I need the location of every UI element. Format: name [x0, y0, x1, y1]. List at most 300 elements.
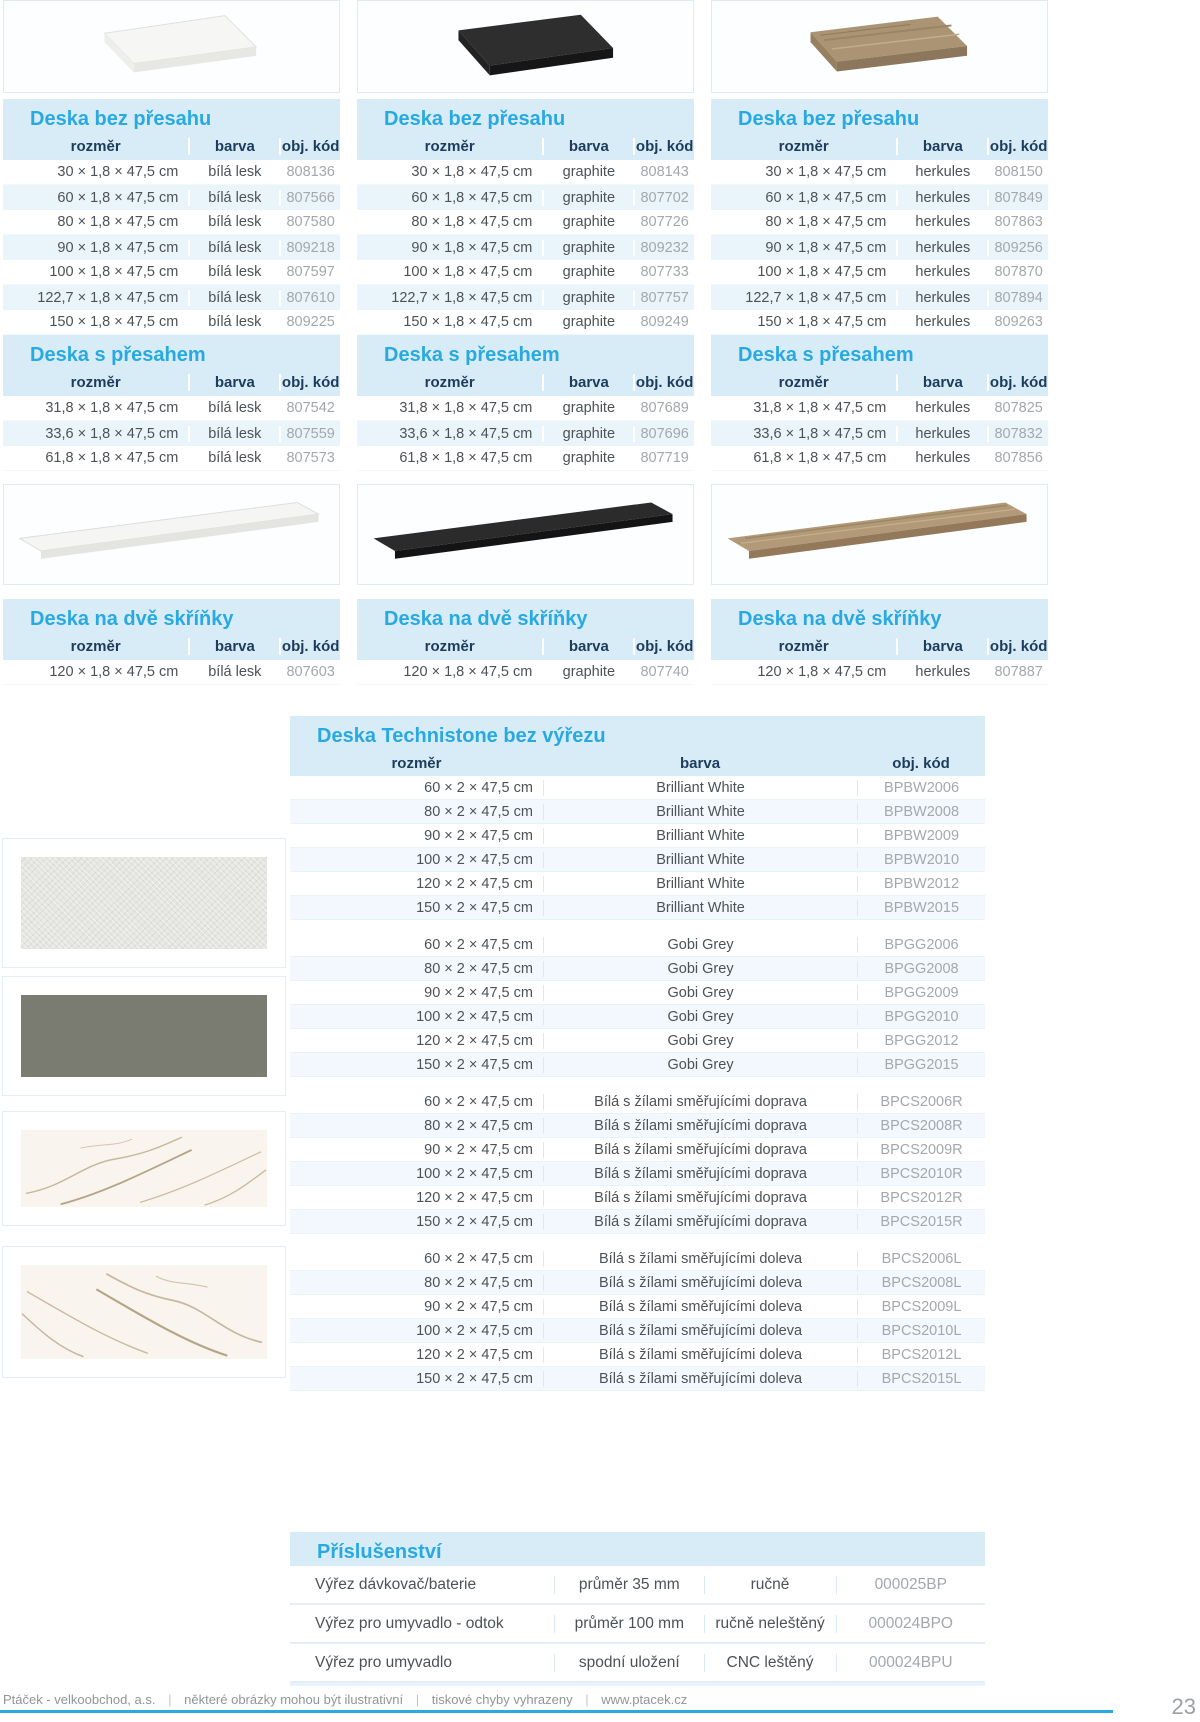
header-rozmer: rozměr — [778, 138, 829, 155]
color-cell: Bílá s žílami směřujícími doleva — [543, 1299, 857, 1315]
wood-long-board-graphic — [712, 485, 1047, 584]
header-barva: barva — [896, 374, 987, 391]
header-barva: barva — [188, 138, 279, 155]
color-cell: Gobi Grey — [543, 1009, 857, 1025]
dimension-cell: 100 × 2 × 47,5 cm — [416, 851, 533, 868]
table-row — [290, 1367, 985, 1391]
marble-veins-left-texture — [21, 1265, 267, 1359]
header-objkod: obj. kód — [633, 138, 694, 155]
code-cell: 807542 — [279, 400, 340, 416]
table-row — [357, 310, 694, 335]
code-cell: BPCS2009R — [857, 1142, 985, 1158]
table-header — [357, 633, 694, 660]
color-cell: Gobi Grey — [543, 985, 857, 1001]
color-cell: herkules — [896, 426, 987, 442]
table-header — [711, 633, 1048, 660]
header-objkod: obj. kód — [987, 374, 1048, 391]
dimension-cell: 150 × 2 × 47,5 cm — [416, 1056, 533, 1073]
color-cell: Brilliant White — [543, 804, 857, 820]
header-rozmer: rozměr — [70, 374, 121, 391]
code-cell: 809249 — [633, 314, 694, 330]
code-cell: 807573 — [279, 450, 340, 466]
color-cell: Brilliant White — [543, 828, 857, 844]
color-cell: Brilliant White — [543, 900, 857, 916]
color-cell: graphite — [542, 314, 633, 330]
page-number: 23 — [1171, 1694, 1196, 1719]
dimension-cell: 61,8 × 1,8 × 47,5 cm — [45, 450, 179, 466]
table-row — [290, 1138, 985, 1162]
item-cell: Výřez dávkovač/baterie — [315, 1575, 477, 1593]
white-board-graphic — [4, 1, 339, 92]
method-cell: ručně neleštěný — [704, 1615, 836, 1633]
section-title: Deska s přesahem — [357, 335, 694, 369]
code-cell: BPGG2008 — [857, 961, 985, 977]
dimension-cell: 60 × 2 × 47,5 cm — [424, 779, 533, 796]
header-rozmer: rozměr — [424, 138, 475, 155]
table-body — [711, 396, 1048, 471]
table-row — [711, 396, 1048, 421]
code-cell: 807894 — [987, 290, 1048, 306]
header-rozmer: rozměr — [424, 374, 475, 391]
group-gobi-grey — [290, 933, 985, 1077]
table-row — [290, 800, 985, 824]
size-cell: spodní uložení — [554, 1654, 703, 1672]
table-body — [357, 396, 694, 471]
code-cell: 809232 — [633, 240, 694, 256]
color-cell: graphite — [542, 400, 633, 416]
footer-separator: | — [415, 1692, 420, 1707]
product-photo-graphite-board — [357, 0, 694, 93]
dimension-cell: 150 × 1,8 × 47,5 cm — [49, 314, 179, 330]
color-cell: bílá lesk — [188, 290, 279, 306]
code-cell: 807733 — [633, 264, 694, 280]
color-cell: herkules — [896, 190, 987, 206]
code-cell: 807832 — [987, 426, 1048, 442]
color-cell: Bílá s žílami směřujícími doleva — [543, 1275, 857, 1291]
code-cell: BPCS2015L — [857, 1371, 985, 1387]
color-cell: Bílá s žílami směřujícími doprava — [543, 1214, 857, 1230]
color-cell: bílá lesk — [188, 164, 279, 180]
table-row — [3, 260, 340, 285]
swatch-box-marble-left — [2, 1246, 286, 1378]
table-header — [3, 369, 340, 396]
table-row — [711, 310, 1048, 335]
table-header — [3, 133, 340, 160]
code-cell: 000024BPU — [836, 1654, 985, 1672]
item-cell: Výřez pro umyvadlo — [315, 1653, 452, 1671]
code-cell: 807696 — [633, 426, 694, 442]
section-title: Deska bez přesahu — [357, 99, 694, 133]
group-veins-right — [290, 1090, 985, 1234]
color-cell: bílá lesk — [188, 264, 279, 280]
code-cell: BPBW2015 — [857, 900, 985, 916]
code-cell: BPGG2012 — [857, 1033, 985, 1049]
section-accessories — [290, 1532, 985, 1686]
dimension-cell: 30 × 1,8 × 47,5 cm — [765, 164, 887, 180]
code-cell: 807559 — [279, 426, 340, 442]
color-cell: bílá lesk — [188, 400, 279, 416]
table-row — [3, 310, 340, 335]
table-body — [3, 396, 340, 471]
code-cell: 807597 — [279, 264, 340, 280]
dimension-cell: 150 × 1,8 × 47,5 cm — [757, 314, 887, 330]
color-cell: herkules — [896, 240, 987, 256]
color-cell: Gobi Grey — [543, 1033, 857, 1049]
code-cell: 807603 — [279, 664, 340, 680]
dimension-cell: 90 × 1,8 × 47,5 cm — [765, 239, 887, 256]
code-cell: 809218 — [279, 240, 340, 256]
dimension-cell: 90 × 2 × 47,5 cm — [424, 827, 533, 844]
color-cell: graphite — [542, 450, 633, 466]
table-row — [3, 421, 340, 446]
dimension-cell: 150 × 1,8 × 47,5 cm — [403, 314, 533, 330]
header-objkod: obj. kód — [279, 138, 340, 155]
header-objkod: obj. kód — [892, 754, 950, 772]
table-row — [711, 210, 1048, 235]
table-body — [357, 160, 694, 335]
color-cell: bílá lesk — [188, 214, 279, 230]
dimension-cell: 60 × 1,8 × 47,5 cm — [765, 189, 887, 206]
dimension-cell: 31,8 × 1,8 × 47,5 cm — [753, 400, 887, 416]
header-rozmer: rozměr — [778, 638, 829, 655]
code-cell: BPCS2012R — [857, 1190, 985, 1206]
section-bez-presahu — [3, 99, 340, 335]
dimension-cell: 122,7 × 1,8 × 47,5 cm — [391, 289, 533, 306]
table-row — [290, 1343, 985, 1367]
method-cell: CNC leštěný — [704, 1654, 836, 1672]
code-cell: 808136 — [279, 164, 340, 180]
dimension-cell: 30 × 1,8 × 47,5 cm — [57, 164, 179, 180]
section-title: Deska na dvě skříňky — [357, 599, 694, 633]
code-cell: BPCS2015R — [857, 1214, 985, 1230]
section-title: Deska bez přesahu — [711, 99, 1048, 133]
color-cell: graphite — [542, 164, 633, 180]
swatch-box-gobi-grey — [2, 976, 286, 1096]
dimension-cell: 150 × 2 × 47,5 cm — [416, 1213, 533, 1230]
dimension-cell: 122,7 × 1,8 × 47,5 cm — [745, 289, 887, 306]
graphite-board-graphic — [358, 1, 693, 92]
color-cell: graphite — [542, 240, 633, 256]
section-title: Deska na dvě skříňky — [3, 599, 340, 633]
section-s-presahem — [3, 335, 340, 471]
item-cell: Výřez pro umyvadlo - odtok — [315, 1614, 504, 1632]
code-cell: 807870 — [987, 264, 1048, 280]
footer-company: Ptáček - velkoobchod, a.s. — [3, 1692, 156, 1707]
table-row — [357, 446, 694, 471]
color-cell: bílá lesk — [188, 450, 279, 466]
header-rozmer: rozměr — [778, 374, 829, 391]
table-row — [357, 185, 694, 210]
footer-divider-rule — [0, 1710, 1113, 1713]
white-long-board-graphic — [4, 485, 339, 584]
dimension-cell: 120 × 1,8 × 47,5 cm — [49, 664, 179, 680]
code-cell: 807856 — [987, 450, 1048, 466]
dimension-cell: 100 × 2 × 47,5 cm — [416, 1008, 533, 1025]
header-rozmer: rozměr — [70, 638, 121, 655]
dimension-cell: 150 × 2 × 47,5 cm — [416, 1370, 533, 1387]
dimension-cell: 60 × 2 × 47,5 cm — [424, 1250, 533, 1267]
dimension-cell: 122,7 × 1,8 × 47,5 cm — [37, 289, 179, 306]
section-title: Příslušenství — [290, 1532, 985, 1566]
code-cell: 807726 — [633, 214, 694, 230]
color-cell: Brilliant White — [543, 852, 857, 868]
code-cell: BPCS2008L — [857, 1275, 985, 1291]
code-cell: 807887 — [987, 664, 1048, 680]
code-cell: 808143 — [633, 164, 694, 180]
product-column-graphite — [357, 0, 694, 685]
code-cell: 807740 — [633, 664, 694, 680]
code-cell: 807719 — [633, 450, 694, 466]
code-cell: 807610 — [279, 290, 340, 306]
table-row — [3, 660, 340, 685]
table-row — [357, 660, 694, 685]
table-row — [290, 824, 985, 848]
wood-board-graphic — [712, 1, 1047, 92]
table-row — [290, 776, 985, 800]
table-row — [357, 421, 694, 446]
dimension-cell: 120 × 1,8 × 47,5 cm — [757, 664, 887, 680]
color-cell: herkules — [896, 290, 987, 306]
table-header — [3, 633, 340, 660]
section-bez-presahu — [357, 99, 694, 335]
code-cell: 807825 — [987, 400, 1048, 416]
color-cell: Brilliant White — [543, 780, 857, 796]
product-column-bila-lesk — [3, 0, 340, 685]
footer-separator: | — [168, 1692, 172, 1707]
marble-veins-right-texture — [21, 1130, 267, 1207]
dimension-cell: 61,8 × 1,8 × 47,5 cm — [753, 450, 887, 466]
table-row — [290, 1605, 985, 1644]
code-cell: BPCS2012L — [857, 1347, 985, 1363]
section-title: Deska na dvě skříňky — [711, 599, 1048, 633]
code-cell: 807689 — [633, 400, 694, 416]
table-row — [290, 957, 985, 981]
dimension-cell: 80 × 1,8 × 47,5 cm — [765, 214, 887, 230]
product-photo-graphite-long-board — [357, 484, 694, 585]
table-row — [711, 446, 1048, 471]
dimension-cell: 33,6 × 1,8 × 47,5 cm — [753, 425, 887, 442]
section-title: Deska s přesahem — [3, 335, 340, 369]
dimension-cell: 100 × 1,8 × 47,5 cm — [49, 264, 179, 280]
table-row — [290, 1090, 985, 1114]
code-cell: BPCS2010R — [857, 1166, 985, 1182]
section-dve-skrinky — [3, 599, 340, 685]
code-cell: 809256 — [987, 240, 1048, 256]
section-dve-skrinky — [357, 599, 694, 685]
dimension-cell: 80 × 2 × 47,5 cm — [424, 803, 533, 820]
table-row — [3, 446, 340, 471]
table-row — [711, 260, 1048, 285]
color-cell: Brilliant White — [543, 876, 857, 892]
code-cell: 807702 — [633, 190, 694, 206]
dimension-cell: 120 × 1,8 × 47,5 cm — [403, 664, 533, 680]
table-row — [290, 1029, 985, 1053]
size-cell: průměr 35 mm — [554, 1576, 703, 1594]
dimension-cell: 80 × 2 × 47,5 cm — [424, 960, 533, 977]
color-cell: Bílá s žílami směřujícími doleva — [543, 1347, 857, 1363]
section-s-presahem — [711, 335, 1048, 471]
table-body — [357, 660, 694, 685]
table-row — [290, 1114, 985, 1138]
color-cell: bílá lesk — [188, 190, 279, 206]
table-row — [290, 1271, 985, 1295]
table-header — [711, 133, 1048, 160]
table-row — [290, 1162, 985, 1186]
color-cell: graphite — [542, 190, 633, 206]
footer-note-errors: tiskové chyby vyhrazeny — [431, 1692, 573, 1707]
code-cell: 809263 — [987, 314, 1048, 330]
code-cell: BPBW2009 — [857, 828, 985, 844]
header-rozmer: rozměr — [70, 138, 121, 155]
header-objkod: obj. kód — [987, 138, 1048, 155]
color-cell: herkules — [896, 214, 987, 230]
header-barva: barva — [542, 374, 633, 391]
top-columns — [3, 0, 1048, 685]
header-barva: barva — [896, 638, 987, 655]
color-cell: graphite — [542, 290, 633, 306]
color-cell: Bílá s žílami směřujícími doleva — [543, 1323, 857, 1339]
product-photo-white-board — [3, 0, 340, 93]
code-cell: BPCS2006L — [857, 1251, 985, 1267]
code-cell: 807849 — [987, 190, 1048, 206]
product-photo-white-long-board — [3, 484, 340, 585]
table-row — [3, 285, 340, 310]
table-row — [711, 185, 1048, 210]
code-cell: 809225 — [279, 314, 340, 330]
color-cell: Bílá s žílami směřujícími doleva — [543, 1371, 857, 1387]
table-row — [290, 848, 985, 872]
gobi-grey-texture — [21, 995, 267, 1077]
table-row — [3, 185, 340, 210]
table-row — [711, 660, 1048, 685]
code-cell: 807757 — [633, 290, 694, 306]
product-photo-herkules-board — [711, 0, 1048, 93]
header-rozmer: rozměr — [424, 638, 475, 655]
code-cell: BPGG2015 — [857, 1057, 985, 1073]
table-row — [290, 1247, 985, 1271]
section-technistone — [290, 716, 985, 1404]
footer-note-images: některé obrázky mohou být ilustrativní — [184, 1692, 404, 1707]
section-title: Deska bez přesahu — [3, 99, 340, 133]
table-row — [290, 872, 985, 896]
dimension-cell: 60 × 2 × 47,5 cm — [424, 936, 533, 953]
table-row — [290, 1005, 985, 1029]
section-title: Deska Technistone bez výřezu — [290, 716, 985, 750]
section-s-presahem — [357, 335, 694, 471]
color-cell: herkules — [896, 314, 987, 330]
table-row — [357, 210, 694, 235]
header-objkod: obj. kód — [279, 374, 340, 391]
table-row — [290, 933, 985, 957]
color-cell: Bílá s žílami směřujícími doprava — [543, 1190, 857, 1206]
section-title: Deska s přesahem — [711, 335, 1048, 369]
table-header — [357, 369, 694, 396]
header-rozmer: rozměr — [391, 754, 442, 772]
table-row — [357, 396, 694, 421]
code-cell: BPCS2010L — [857, 1323, 985, 1339]
color-cell: Gobi Grey — [543, 1057, 857, 1073]
header-objkod: obj. kód — [987, 638, 1048, 655]
table-row — [290, 1295, 985, 1319]
code-cell: BPCS2009L — [857, 1299, 985, 1315]
table-body — [290, 1566, 985, 1686]
table-row — [357, 235, 694, 260]
table-row — [357, 160, 694, 185]
table-row — [711, 285, 1048, 310]
table-body — [711, 660, 1048, 685]
code-cell: BPBW2010 — [857, 852, 985, 868]
brilliant-white-texture — [21, 857, 267, 949]
table-header — [357, 133, 694, 160]
code-cell: BPBW2006 — [857, 780, 985, 796]
dimension-cell: 90 × 2 × 47,5 cm — [424, 1298, 533, 1315]
code-cell: 000025BP — [836, 1576, 985, 1594]
dimension-cell: 90 × 2 × 47,5 cm — [424, 1141, 533, 1158]
table-row — [711, 160, 1048, 185]
dimension-cell: 80 × 1,8 × 47,5 cm — [57, 214, 179, 230]
color-cell: bílá lesk — [188, 314, 279, 330]
table-row — [3, 210, 340, 235]
color-cell: bílá lesk — [188, 664, 279, 680]
dimension-cell: 90 × 1,8 × 47,5 cm — [411, 239, 533, 256]
dimension-cell: 33,6 × 1,8 × 47,5 cm — [399, 425, 533, 442]
header-barva: barva — [188, 638, 279, 655]
color-cell: graphite — [542, 264, 633, 280]
color-cell: graphite — [542, 214, 633, 230]
dimension-cell: 60 × 2 × 47,5 cm — [424, 1093, 533, 1110]
color-cell: Gobi Grey — [543, 937, 857, 953]
table-row — [711, 235, 1048, 260]
dimension-cell: 100 × 2 × 47,5 cm — [416, 1322, 533, 1339]
code-cell: 807863 — [987, 214, 1048, 230]
dimension-cell: 60 × 1,8 × 47,5 cm — [57, 189, 179, 206]
color-cell: graphite — [542, 664, 633, 680]
table-row — [711, 421, 1048, 446]
color-cell: bílá lesk — [188, 240, 279, 256]
code-cell: BPBW2008 — [857, 804, 985, 820]
code-cell: 807566 — [279, 190, 340, 206]
table-row — [290, 1566, 985, 1605]
dimension-cell: 80 × 1,8 × 47,5 cm — [411, 214, 533, 230]
header-objkod: obj. kód — [633, 638, 694, 655]
dimension-cell: 100 × 1,8 × 47,5 cm — [757, 264, 887, 280]
table-body — [711, 160, 1048, 335]
table-row — [290, 1319, 985, 1343]
product-column-herkules — [711, 0, 1048, 685]
code-cell: BPCS2006R — [857, 1094, 985, 1110]
graphite-long-board-graphic — [358, 485, 693, 584]
code-cell: BPBW2012 — [857, 876, 985, 892]
footer-separator: | — [585, 1692, 589, 1707]
group-veins-left — [290, 1247, 985, 1391]
dimension-cell: 100 × 2 × 47,5 cm — [416, 1165, 533, 1182]
table-body — [3, 160, 340, 335]
dimension-cell: 61,8 × 1,8 × 47,5 cm — [399, 450, 533, 466]
footer — [3, 1692, 687, 1707]
group-brilliant-white — [290, 776, 985, 920]
table-row — [290, 1186, 985, 1210]
size-cell: průměr 100 mm — [554, 1615, 703, 1633]
color-cell: herkules — [896, 400, 987, 416]
header-barva: barva — [542, 638, 633, 655]
dimension-cell: 150 × 2 × 47,5 cm — [416, 899, 533, 916]
product-photo-herkules-long-board — [711, 484, 1048, 585]
table-row — [290, 981, 985, 1005]
code-cell: BPGG2009 — [857, 985, 985, 1001]
code-cell: 000024BPO — [836, 1615, 985, 1633]
table-body — [3, 660, 340, 685]
footer-website-link[interactable]: www.ptacek.cz — [601, 1692, 688, 1707]
